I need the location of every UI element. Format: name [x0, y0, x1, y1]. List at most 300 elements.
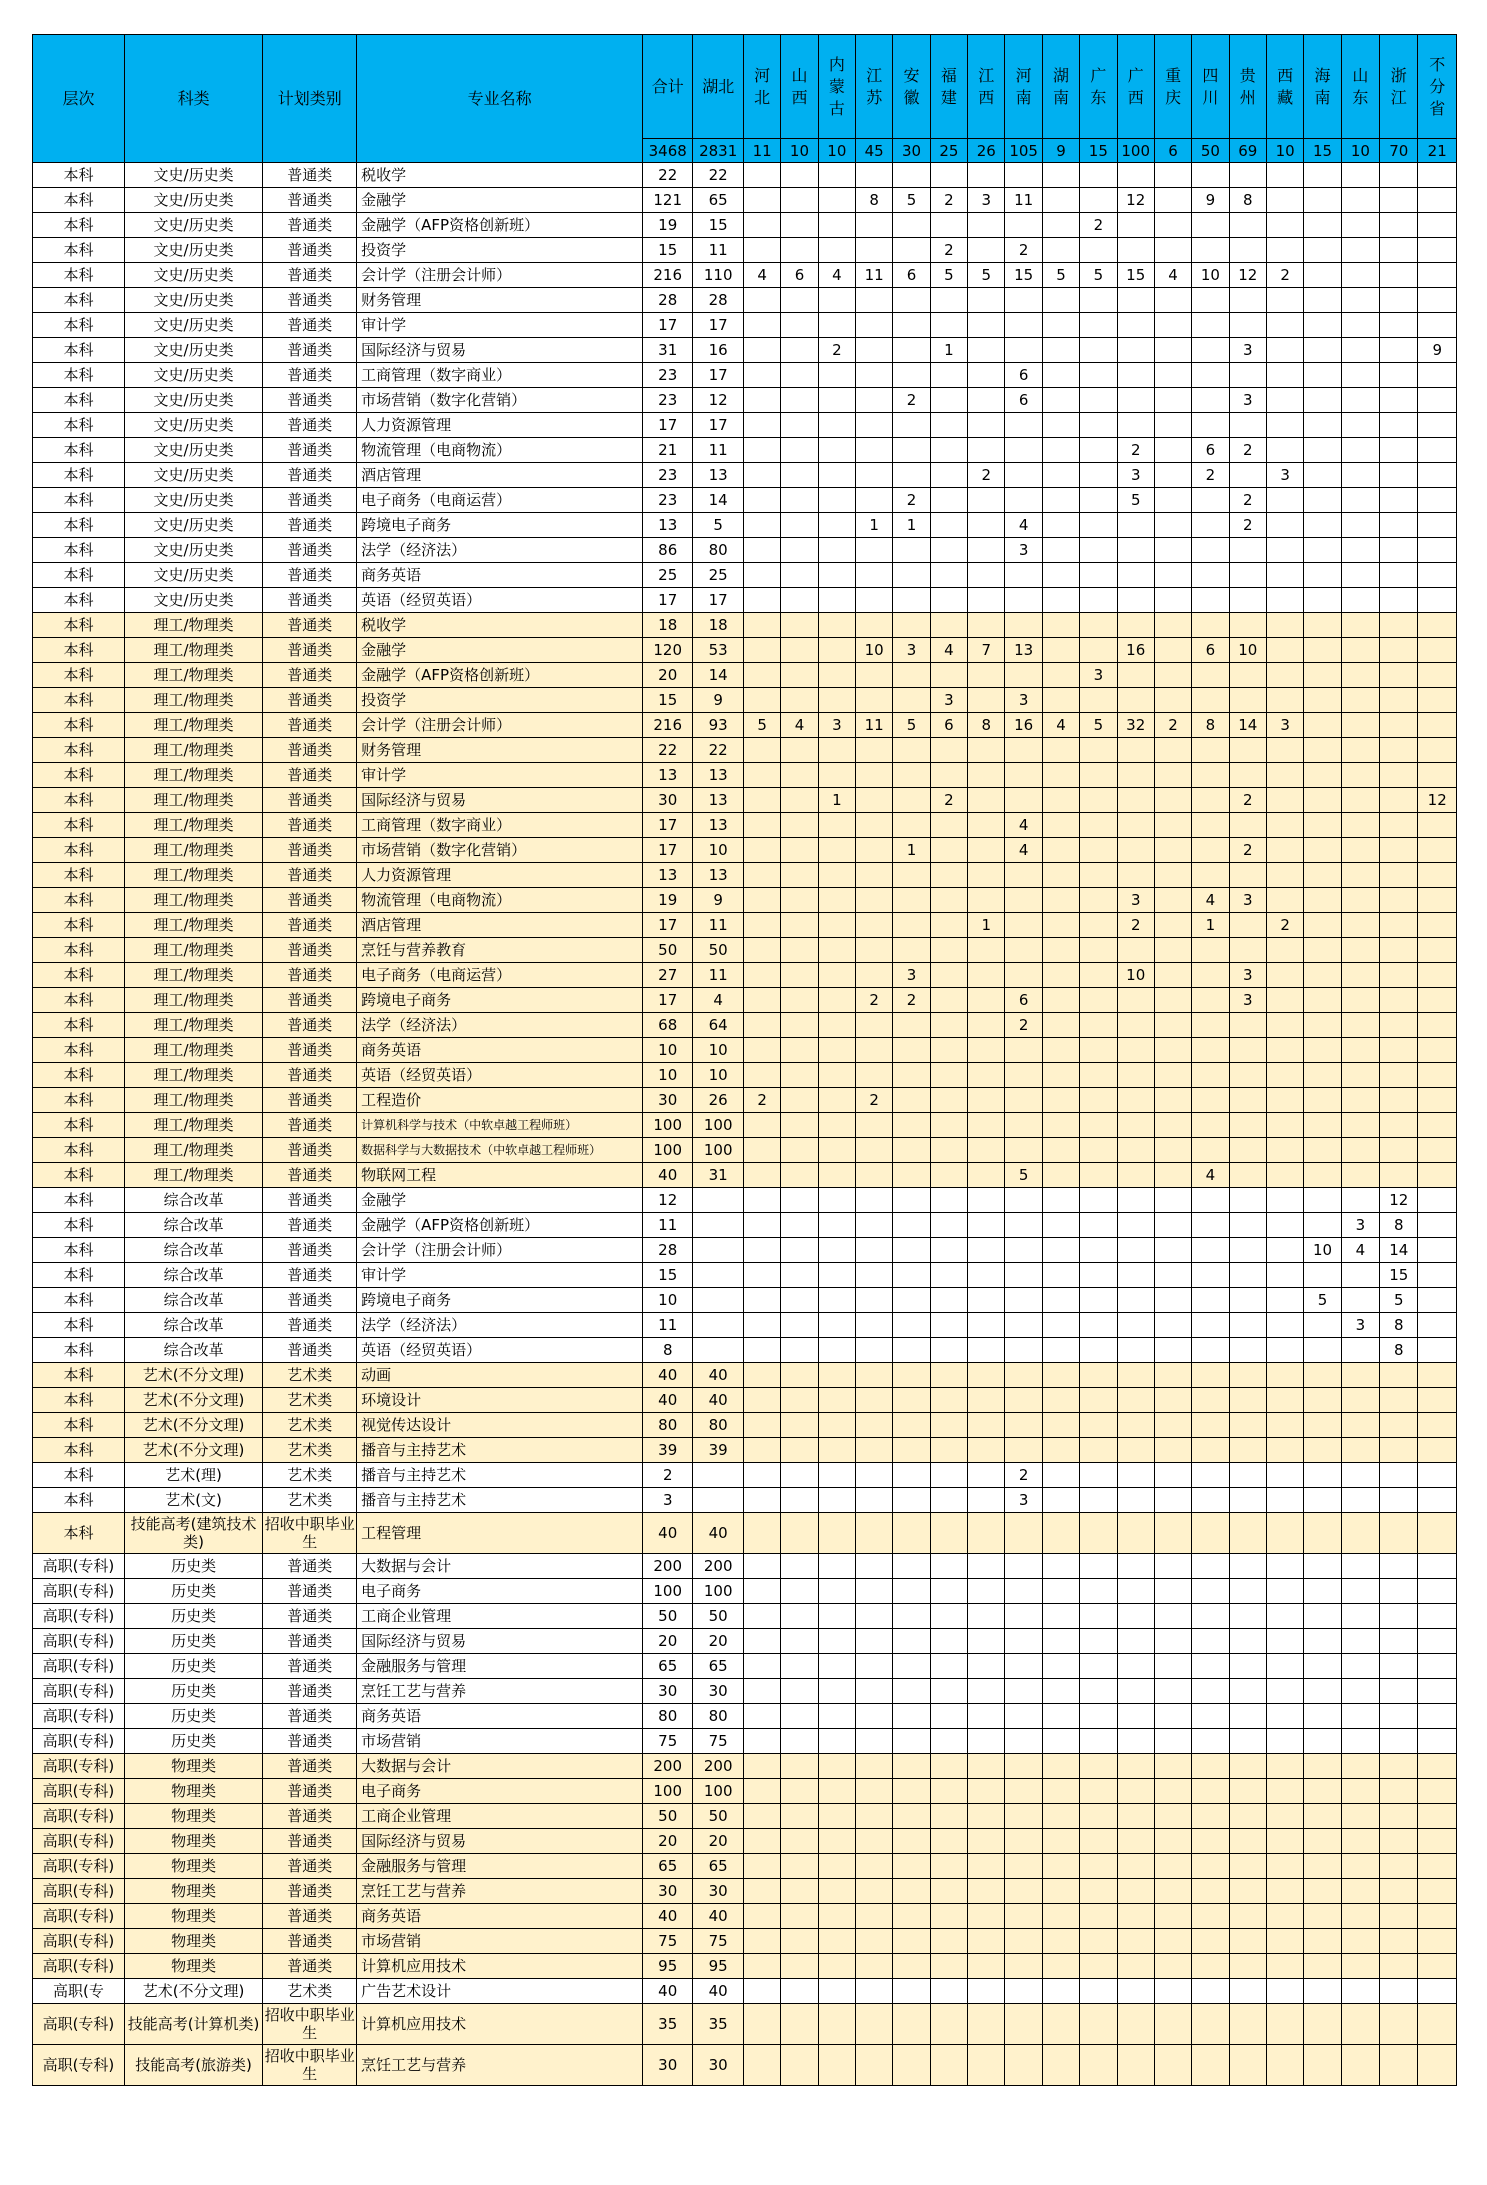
cell-province [1080, 488, 1117, 513]
cell-province [1192, 838, 1229, 863]
cell-province [1154, 488, 1191, 513]
cell-province [1380, 338, 1418, 363]
cell-total: 65 [642, 1854, 692, 1879]
cell-province: 2 [1229, 438, 1266, 463]
cell-hubei: 9 [693, 688, 743, 713]
cell-major: 投资学 [357, 238, 643, 263]
cell-plan-type: 普通类 [263, 1238, 357, 1263]
cell-province [781, 1313, 818, 1338]
cell-province: 2 [1229, 838, 1266, 863]
cell-hubei: 200 [693, 1554, 743, 1579]
cell-province [1304, 1729, 1341, 1754]
cell-province [1304, 413, 1341, 438]
cell-province [1380, 1754, 1418, 1779]
cell-province [1304, 663, 1341, 688]
cell-province [743, 1679, 780, 1704]
cell-province [1418, 963, 1457, 988]
cell-province [818, 838, 855, 863]
cell-province [1266, 1138, 1303, 1163]
cell-province: 2 [968, 463, 1005, 488]
table-row [33, 1438, 1457, 1463]
cell-province [1042, 1013, 1079, 1038]
cell-province [1341, 363, 1379, 388]
cell-hubei [693, 1463, 743, 1488]
cell-province [1042, 563, 1079, 588]
cell-hubei: 40 [693, 1904, 743, 1929]
cell-category: 历史类 [124, 1579, 262, 1604]
cell-province [1005, 163, 1042, 188]
cell-province [781, 513, 818, 538]
cell-province [743, 1188, 780, 1213]
cell-category: 历史类 [124, 1654, 262, 1679]
cell-province [1380, 1463, 1418, 1488]
cell-province [1042, 1654, 1079, 1679]
cell-category: 文史/历史类 [124, 513, 262, 538]
cell-level: 本科 [33, 488, 125, 513]
cell-province [1418, 763, 1457, 788]
cell-province [1266, 1854, 1303, 1879]
cell-total: 22 [642, 738, 692, 763]
header-province: 江苏 [856, 35, 893, 139]
cell-province [1192, 1604, 1229, 1629]
cell-province [1192, 813, 1229, 838]
cell-category: 物理类 [124, 1829, 262, 1854]
cell-major: 环境设计 [357, 1388, 643, 1413]
cell-province [968, 988, 1005, 1013]
cell-level: 本科 [33, 1213, 125, 1238]
cell-level: 本科 [33, 963, 125, 988]
header-total-count: 3468 [642, 139, 692, 163]
cell-plan-type: 普通类 [263, 163, 357, 188]
cell-province [1042, 538, 1079, 563]
cell-level: 本科 [33, 663, 125, 688]
cell-province [856, 1463, 893, 1488]
cell-province [818, 1979, 855, 2004]
cell-hubei: 15 [693, 213, 743, 238]
cell-province [1304, 188, 1341, 213]
cell-province: 3 [1229, 338, 1266, 363]
cell-hubei [693, 1188, 743, 1213]
cell-province [930, 1579, 967, 1604]
cell-province: 2 [893, 388, 930, 413]
cell-province [1080, 1313, 1117, 1338]
cell-province [1229, 1363, 1266, 1388]
cell-province [968, 1313, 1005, 1338]
cell-province [743, 963, 780, 988]
cell-hubei: 26 [693, 1088, 743, 1113]
table-row [33, 1313, 1457, 1338]
table-row [33, 1513, 1457, 1554]
cell-province [1266, 738, 1303, 763]
cell-total: 39 [642, 1438, 692, 1463]
cell-province [781, 1463, 818, 1488]
cell-province [1005, 213, 1042, 238]
cell-province [743, 938, 780, 963]
cell-province [856, 1438, 893, 1463]
cell-province [856, 538, 893, 563]
cell-province [818, 1854, 855, 1879]
cell-province: 5 [1080, 263, 1117, 288]
cell-province [743, 463, 780, 488]
cell-province [1117, 1288, 1154, 1313]
cell-province [781, 1163, 818, 1188]
cell-hubei: 80 [693, 1413, 743, 1438]
cell-province [968, 1438, 1005, 1463]
cell-plan-type: 普通类 [263, 1879, 357, 1904]
cell-province [1380, 913, 1418, 938]
cell-province: 2 [1154, 713, 1191, 738]
cell-province [1192, 1038, 1229, 1063]
cell-major: 金融学（AFP资格创新班） [357, 213, 643, 238]
cell-major: 物联网工程 [357, 1163, 643, 1188]
cell-hubei: 22 [693, 738, 743, 763]
cell-province [1380, 763, 1418, 788]
cell-province [1154, 1388, 1191, 1413]
cell-province [856, 2045, 893, 2086]
cell-province [1380, 1013, 1418, 1038]
cell-total: 50 [642, 1604, 692, 1629]
cell-total: 13 [642, 763, 692, 788]
cell-hubei [693, 1263, 743, 1288]
cell-level: 本科 [33, 363, 125, 388]
cell-province: 2 [1192, 463, 1229, 488]
table-row [33, 388, 1457, 413]
cell-province [743, 213, 780, 238]
cell-level: 本科 [33, 1038, 125, 1063]
cell-category: 艺术(不分文理) [124, 1979, 262, 2004]
header-province: 安徽 [893, 35, 930, 139]
cell-province [781, 1138, 818, 1163]
cell-province [1080, 963, 1117, 988]
cell-province [856, 1063, 893, 1088]
cell-category: 综合改革 [124, 1263, 262, 1288]
cell-province: 3 [930, 688, 967, 713]
cell-province [1341, 588, 1379, 613]
cell-province [1418, 1779, 1457, 1804]
cell-province [1192, 1679, 1229, 1704]
cell-province [1154, 1804, 1191, 1829]
cell-province [1005, 288, 1042, 313]
cell-province: 4 [1192, 1163, 1229, 1188]
cell-hubei: 17 [693, 413, 743, 438]
cell-province [968, 1363, 1005, 1388]
cell-province [743, 1804, 780, 1829]
cell-province [1418, 513, 1457, 538]
cell-province [1117, 738, 1154, 763]
cell-major: 动画 [357, 1363, 643, 1388]
cell-province [1341, 1979, 1379, 2004]
cell-province [1341, 963, 1379, 988]
cell-province [1192, 213, 1229, 238]
cell-province: 2 [1229, 513, 1266, 538]
table-row [33, 1829, 1457, 1854]
cell-major: 法学（经济法） [357, 538, 643, 563]
cell-province [1304, 1113, 1341, 1138]
cell-province [1117, 838, 1154, 863]
cell-province [968, 1654, 1005, 1679]
cell-province [1080, 763, 1117, 788]
table-row [33, 1038, 1457, 1063]
cell-province [968, 238, 1005, 263]
cell-province [1229, 163, 1266, 188]
cell-province [1192, 288, 1229, 313]
cell-province [1380, 2004, 1418, 2045]
cell-province [1080, 813, 1117, 838]
cell-province: 4 [1341, 1238, 1379, 1263]
cell-province: 11 [856, 713, 893, 738]
cell-province [893, 1629, 930, 1654]
cell-province [1418, 1363, 1457, 1388]
cell-province [893, 1513, 930, 1554]
cell-plan-type: 普通类 [263, 863, 357, 888]
cell-province [1418, 1513, 1457, 1554]
cell-province [1304, 288, 1341, 313]
cell-province [818, 1554, 855, 1579]
cell-province: 3 [1266, 713, 1303, 738]
cell-province [1192, 2045, 1229, 2086]
cell-province [856, 213, 893, 238]
cell-province [1380, 1513, 1418, 1554]
header-province: 西藏 [1266, 35, 1303, 139]
cell-level: 本科 [33, 1363, 125, 1388]
cell-province [1229, 1413, 1266, 1438]
cell-level: 高职(专科) [33, 1704, 125, 1729]
cell-province [1418, 188, 1457, 213]
cell-province [1380, 313, 1418, 338]
cell-province [856, 463, 893, 488]
cell-province [1229, 1488, 1266, 1513]
cell-province [1418, 1488, 1457, 1513]
cell-hubei: 18 [693, 613, 743, 638]
cell-province [1266, 788, 1303, 813]
cell-level: 本科 [33, 213, 125, 238]
cell-province [1418, 1929, 1457, 1954]
cell-province [1042, 488, 1079, 513]
cell-province [1192, 1263, 1229, 1288]
cell-province [1266, 2045, 1303, 2086]
cell-province [1154, 1954, 1191, 1979]
cell-province [1304, 238, 1341, 263]
cell-province [818, 2045, 855, 2086]
cell-province [1229, 613, 1266, 638]
cell-total: 50 [642, 1804, 692, 1829]
cell-major: 电子商务 [357, 1579, 643, 1604]
cell-total: 19 [642, 888, 692, 913]
table-row [33, 963, 1457, 988]
cell-province [1304, 263, 1341, 288]
cell-province [1304, 713, 1341, 738]
cell-province [930, 313, 967, 338]
cell-province [968, 1188, 1005, 1213]
header-province: 海南 [1304, 35, 1341, 139]
cell-province [1042, 1288, 1079, 1313]
cell-province [1341, 638, 1379, 663]
cell-province [1341, 1188, 1379, 1213]
cell-province [1341, 1113, 1379, 1138]
cell-total: 15 [642, 1263, 692, 1288]
cell-province [1229, 463, 1266, 488]
cell-hubei: 40 [693, 1388, 743, 1413]
cell-province [1042, 2045, 1079, 2086]
cell-province [781, 213, 818, 238]
cell-level: 本科 [33, 638, 125, 663]
cell-province [1005, 313, 1042, 338]
cell-category: 历史类 [124, 1729, 262, 1754]
cell-province [1266, 1979, 1303, 2004]
cell-total: 121 [642, 188, 692, 213]
cell-province: 4 [1005, 813, 1042, 838]
cell-province [1304, 1929, 1341, 1954]
cell-province: 8 [856, 188, 893, 213]
cell-plan-type: 普通类 [263, 1604, 357, 1629]
cell-province [743, 1654, 780, 1679]
cell-major: 国际经济与贸易 [357, 338, 643, 363]
cell-total: 40 [642, 1979, 692, 2004]
cell-province [1229, 1313, 1266, 1338]
cell-province [1005, 1629, 1042, 1654]
cell-province [1266, 238, 1303, 263]
cell-province [1080, 288, 1117, 313]
cell-province [1266, 313, 1303, 338]
cell-plan-type: 普通类 [263, 238, 357, 263]
cell-province [1304, 1163, 1341, 1188]
cell-level: 本科 [33, 613, 125, 638]
cell-province [1304, 838, 1341, 863]
cell-province: 2 [1266, 913, 1303, 938]
header-province: 内蒙古 [818, 35, 855, 139]
cell-province: 10 [1117, 963, 1154, 988]
cell-province [781, 1704, 818, 1729]
cell-category: 物理类 [124, 1754, 262, 1779]
cell-province [1304, 513, 1341, 538]
header-province-count: 15 [1304, 139, 1341, 163]
cell-province [1042, 763, 1079, 788]
cell-province [1154, 1488, 1191, 1513]
cell-province [1229, 1929, 1266, 1954]
cell-province [1042, 388, 1079, 413]
cell-province [1380, 963, 1418, 988]
table-row [33, 563, 1457, 588]
cell-province [743, 388, 780, 413]
cell-province [1117, 1438, 1154, 1463]
header-row [33, 35, 1457, 139]
cell-total: 40 [642, 1388, 692, 1413]
cell-category: 综合改革 [124, 1288, 262, 1313]
cell-province [1192, 1338, 1229, 1363]
cell-province [1304, 363, 1341, 388]
cell-province [743, 513, 780, 538]
cell-category: 理工/物理类 [124, 788, 262, 813]
table-row [33, 763, 1457, 788]
cell-province [930, 1979, 967, 2004]
cell-province [1266, 1213, 1303, 1238]
cell-province [1154, 413, 1191, 438]
cell-plan-type: 普通类 [263, 888, 357, 913]
cell-province: 3 [1005, 1488, 1042, 1513]
cell-major: 播音与主持艺术 [357, 1438, 643, 1463]
cell-province: 2 [1080, 213, 1117, 238]
cell-province [1154, 1213, 1191, 1238]
table-row [33, 888, 1457, 913]
cell-province [1080, 1829, 1117, 1854]
cell-province [781, 1979, 818, 2004]
cell-category: 文史/历史类 [124, 213, 262, 238]
cell-province [1192, 1654, 1229, 1679]
header-total: 合计 [642, 35, 692, 139]
cell-province [1080, 638, 1117, 663]
cell-province [856, 588, 893, 613]
cell-province [1192, 1854, 1229, 1879]
cell-province [893, 913, 930, 938]
cell-category: 理工/物理类 [124, 938, 262, 963]
cell-province [856, 1313, 893, 1338]
cell-category: 物理类 [124, 1879, 262, 1904]
cell-province [1380, 1904, 1418, 1929]
cell-province [818, 1654, 855, 1679]
cell-province [968, 1879, 1005, 1904]
cell-province [1380, 563, 1418, 588]
cell-category: 艺术(理) [124, 1463, 262, 1488]
header-plan-type: 计划类别 [263, 35, 357, 163]
cell-province [1341, 1704, 1379, 1729]
cell-plan-type: 普通类 [263, 213, 357, 238]
cell-province [1080, 463, 1117, 488]
cell-category: 理工/物理类 [124, 913, 262, 938]
cell-province [1341, 763, 1379, 788]
cell-province [1154, 963, 1191, 988]
cell-province: 15 [1005, 263, 1042, 288]
cell-hubei: 16 [693, 338, 743, 363]
cell-province [930, 288, 967, 313]
cell-province [781, 638, 818, 663]
cell-total: 100 [642, 1579, 692, 1604]
cell-province [893, 1138, 930, 1163]
cell-province [1117, 1488, 1154, 1513]
cell-province [818, 613, 855, 638]
cell-province [893, 338, 930, 363]
cell-province [743, 1263, 780, 1288]
cell-province [1042, 1463, 1079, 1488]
cell-province [1380, 1063, 1418, 1088]
cell-province [1192, 413, 1229, 438]
cell-major: 金融学（AFP资格创新班） [357, 663, 643, 688]
cell-hubei: 110 [693, 263, 743, 288]
cell-province [968, 738, 1005, 763]
table-row [33, 1113, 1457, 1138]
header-province: 江西 [968, 35, 1005, 139]
cell-province [1341, 438, 1379, 463]
cell-province [1192, 238, 1229, 263]
cell-plan-type: 普通类 [263, 1829, 357, 1854]
cell-province [1418, 1704, 1457, 1729]
cell-province [1042, 438, 1079, 463]
enrollment-plan-table [32, 34, 1457, 2086]
cell-province [1418, 913, 1457, 938]
cell-province [930, 488, 967, 513]
cell-province [930, 663, 967, 688]
cell-province [1380, 613, 1418, 638]
cell-province [1418, 1038, 1457, 1063]
cell-level: 本科 [33, 1288, 125, 1313]
cell-province [968, 1138, 1005, 1163]
cell-province [968, 1413, 1005, 1438]
cell-total: 75 [642, 1729, 692, 1754]
cell-province [1005, 888, 1042, 913]
cell-province [781, 588, 818, 613]
cell-province [1042, 338, 1079, 363]
cell-province [1154, 1013, 1191, 1038]
cell-province [1380, 1554, 1418, 1579]
